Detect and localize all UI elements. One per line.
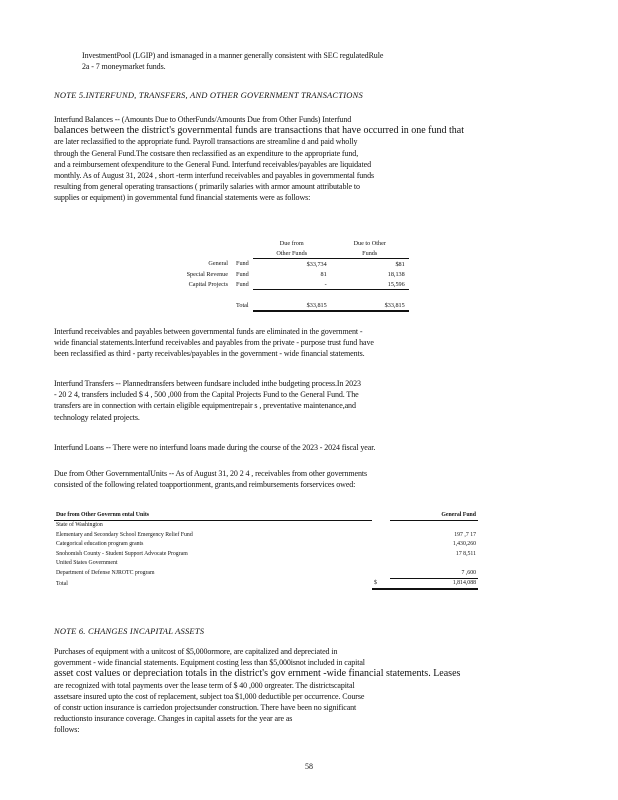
total-label: Total (236, 302, 249, 309)
text-line: been reclassified as third - party receivables/payables in the government - wide financial statements. (54, 349, 365, 359)
due-from-governments-table (54, 510, 478, 590)
text-line: Interfund receivables and payables between governmental funds are eliminated in the government - (54, 327, 363, 336)
text-line: government - wide financial statements. Equipment costing less than $5,000isnot included in capital (54, 658, 365, 668)
interfund-loans-paragraph (54, 442, 552, 453)
fund-type: Fund (236, 270, 249, 278)
fund-name: Special Revenue (186, 270, 228, 278)
fund-name: Capital Projects (188, 280, 228, 288)
total-label: Total (56, 580, 68, 587)
text-line: Interfund Loans -- There were no interfund loans made during the course of the 2023 - 2024 fiscal year. (54, 443, 376, 452)
text-line: of constr uction insurance is carriedon projectsunder construction. There have been no significant (54, 703, 357, 713)
text-line: through the General Fund.The costsare then reclassified as an expenditure to the appropriate fund, (54, 148, 359, 158)
due-from-value: - (253, 279, 331, 290)
table-row (54, 568, 478, 578)
text-line: - 20 2 4, transfers included $ 4 , 500 ,000 from the Capital Projects Fund to the General Fund. The (54, 390, 359, 400)
table-row (54, 530, 478, 540)
text-line: InvestmentPool (LGIP) and ismanaged in a manner generally consistent with SEC regulatedRule (82, 51, 384, 60)
table-total-row (54, 578, 478, 589)
row-value: 1,430,260 (452, 541, 476, 548)
table-row (140, 279, 409, 290)
due-to-value: $81 (395, 260, 405, 268)
text-line: transfers are in connection with certain eligible equipmentrepair s , preventative maintenance,and (54, 401, 356, 411)
table-row (54, 559, 478, 569)
row-value: 197 ,7 17 (454, 531, 476, 538)
interfund-balances-paragraph (54, 114, 552, 204)
table-row (140, 269, 409, 279)
text-line: balances between the district's governmental funds are transactions that have occurred in one fund that (54, 125, 464, 137)
due-from-value: 81 (320, 270, 327, 278)
table-header-row (54, 510, 478, 520)
fund-name: General (208, 260, 228, 268)
row-label: Snohomish County - Student Support Advocate Program (56, 550, 188, 557)
column-header: Funds (331, 248, 409, 259)
column-header: Due from Other Governm ental Units (54, 510, 372, 520)
text-line: 2a - 7 moneymarket funds. (82, 62, 166, 72)
fund-type: Fund (236, 280, 249, 288)
text-line: assetsare insured upto the cost of replacement, subject toa $1,000 deductible per occurrence. Course (54, 691, 365, 701)
row-label: Elementary and Secondary School Emergency Relief Fund (56, 531, 193, 538)
row-label: State of Washington (56, 522, 103, 529)
column-header: Due from (279, 239, 304, 247)
fund-type: Fund (236, 260, 249, 268)
page-number: 58 (305, 762, 313, 771)
total-value: 1,814,088 (390, 578, 478, 589)
row-label: Department of Defense NJROTC program (56, 570, 155, 576)
text-line: Interfund Transfers -- Plannedtransfers between fundsare included inthe budgeting process.In 2023 (54, 379, 361, 388)
table-row (54, 540, 478, 550)
note5-heading: NOTE 5.INTERFUND, TRANSFERS, AND OTHER GOVERNMENT TRANSACTIONS (54, 90, 363, 100)
table-row (54, 549, 478, 559)
text-line: and a reimbursement ofexpenditure to the General Fund. Interfund receivables/payables are liquidated (54, 159, 371, 169)
text-line: wide financial statements.Interfund receivables and payables from the private - purpose trust fund have (54, 338, 374, 348)
text-line: monthly. As of August 31, 2024 , short -term interfund receivables and payables in governmental funds (54, 171, 374, 181)
note6-heading: NOTE 6. CHANGES INCAPITAL ASSETS (54, 626, 205, 636)
text-line: are later reclassified to the appropriate fund. Payroll transactions are streamline d and paid wholly (54, 137, 358, 147)
due-to-value: 15,596 (331, 279, 409, 290)
text-line: asset cost values or depreciation totals in the district's gov ernment -wide financial statements. Leases (54, 668, 461, 680)
text-line: Purchases of equipment with a unitcost of $5,000ormore, are capitalized and depreciated in (54, 647, 338, 656)
text-line: Due from Other GovernmentalUnits -- As of August 31, 20 2 4 , receivables from other governments (54, 469, 367, 478)
table-row (54, 520, 478, 530)
table-row (140, 259, 409, 270)
table-total-row (140, 300, 409, 311)
row-label: United States Government (56, 560, 118, 567)
interfund-balances-table (140, 238, 409, 312)
text-line: Interfund Balances -- (Amounts Due to OtherFunds/Amounts Due from Other Funds) Interfund (54, 115, 352, 124)
row-value: 17 8,511 (455, 550, 476, 557)
text-line: consisted of the following related toapportionment, grants,and reimbursements forservices owed: (54, 480, 356, 490)
text-line: reductionsto insurance coverage. Changes in capital assets for the year are as (54, 714, 293, 724)
column-header: General Fund (390, 510, 478, 520)
due-from-governments-paragraph (54, 468, 552, 490)
total-currency: $ (372, 578, 390, 589)
interfund-transfers-paragraph (54, 378, 552, 423)
elimination-paragraph (54, 326, 552, 360)
due-from-value: $33,734 (306, 260, 327, 268)
row-value: 7 ,600 (390, 568, 478, 578)
text-line: resulting from general operating transactions ( primarily salaries with armor amount attributable to (54, 182, 360, 192)
row-label: Categorical education program grants (56, 541, 144, 548)
total-due-to: $33,815 (331, 300, 409, 311)
text-line: follows: (54, 725, 80, 735)
column-header: Due to Other (353, 239, 386, 247)
text-line: technology related projects. (54, 412, 140, 422)
column-header: Other Funds (253, 248, 331, 259)
text-line: supplies or equipment) in governmental fund financial statements were as follows: (54, 193, 311, 203)
text-line: are recognized with total payments over the lease term of $ 40 ,000 orgreater. The districtscapital (54, 680, 355, 690)
row-value (390, 559, 478, 569)
due-to-value: 18,138 (387, 270, 405, 278)
intro-paragraph (82, 50, 552, 72)
capital-assets-paragraph (54, 646, 552, 736)
row-value (390, 520, 478, 530)
total-due-from: $33,815 (253, 300, 331, 311)
